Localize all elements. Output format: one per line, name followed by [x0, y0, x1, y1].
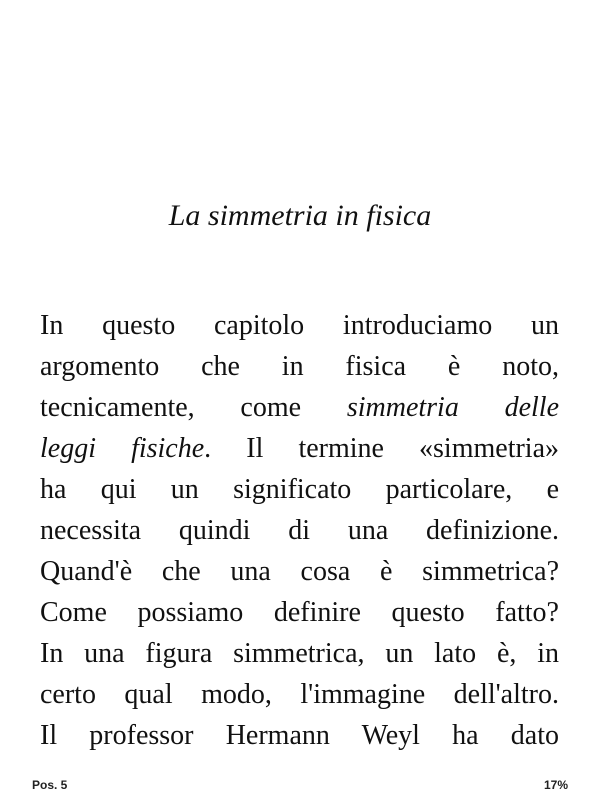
text-segment: Quand'è che una cosa è simmetrica?: [40, 556, 559, 587]
text-segment: tecnicamente, come: [40, 392, 347, 423]
chapter-title: La simmetria in fisica: [168, 199, 432, 232]
text-segment: argomento che in fisica è noto,: [40, 351, 559, 382]
text-line: [40, 387, 559, 428]
italic-text: leggi fisiche: [40, 433, 205, 464]
text-line: [40, 469, 559, 510]
text-line: [40, 715, 559, 756]
text-segment: Come possiamo definire questo fatto?: [40, 597, 559, 628]
text-line: [40, 305, 559, 346]
text-line: [40, 592, 559, 633]
text-segment: necessita quindi di una definizione.: [40, 515, 559, 546]
text-line: [40, 633, 559, 674]
text-segment: ha qui un significato particolare, e: [40, 474, 559, 505]
text-segment: In questo capitolo introduciamo un: [40, 310, 559, 341]
italic-text: simmetria delle: [346, 392, 559, 423]
text-line: [40, 510, 559, 551]
text-line: [40, 346, 559, 387]
progress-percentage: 17%: [543, 778, 568, 792]
text-line: [40, 674, 559, 715]
body-text: [40, 305, 559, 756]
text-segment: . Il termine «simmetria»: [204, 433, 559, 464]
text-line: [40, 551, 559, 592]
text-line: [40, 428, 559, 469]
location-indicator: Pos. 5: [32, 778, 68, 792]
text-segment: certo qual modo, l'immagine dell'altro.: [40, 679, 559, 710]
reader-footer: [0, 776, 600, 796]
text-segment: In una figura simmetrica, un lato è, in: [40, 638, 559, 669]
text-segment: Il professor Hermann Weyl ha dato: [40, 720, 559, 751]
